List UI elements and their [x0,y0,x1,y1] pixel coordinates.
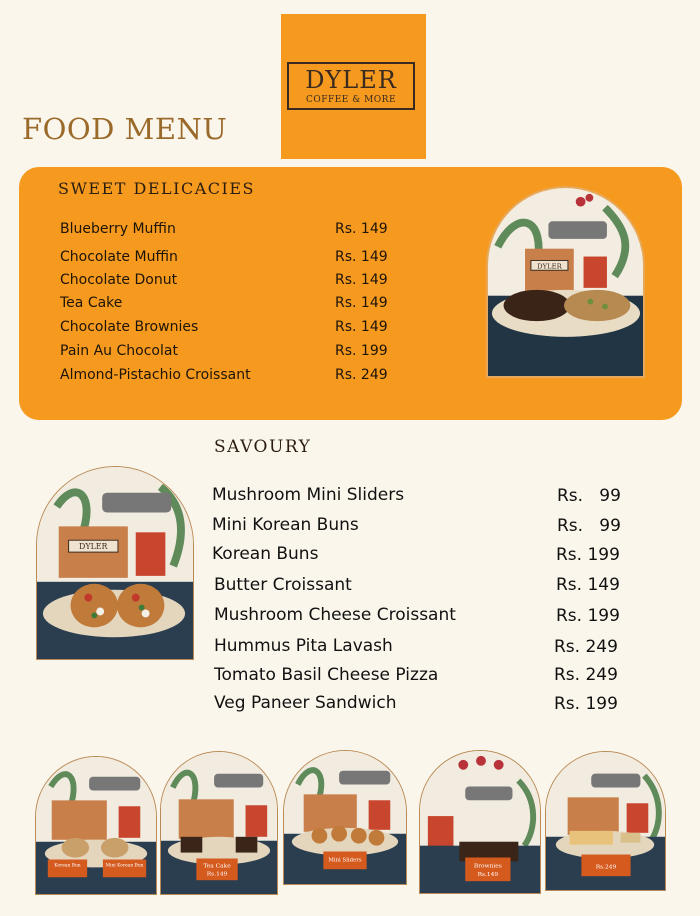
menu-item-name: Tomato Basil Cheese Pizza [214,665,439,685]
menu-item-name: Hummus Pita Lavash [214,636,393,656]
menu-item-price: Rs. 249 [554,665,618,685]
tag-label: Korean Bun [54,863,81,869]
tag-label: Tea Cake [203,863,231,870]
menu-item-name: Butter Croissant [214,575,352,595]
brownies-photo [419,750,541,894]
box-label: DYLER [537,262,562,271]
sweet-heading: SWEET DELICACIES [58,179,255,198]
tea-cake-photo [160,751,278,895]
page-title: FOOD MENU [22,112,228,146]
tag-label: Mini Sliders [328,857,362,864]
menu-item-name: Mini Korean Buns [212,515,359,535]
menu-item-name: Korean Buns [212,544,319,564]
menu-item-name: Mushroom Cheese Croissant [214,605,456,625]
box-label: DYLER [79,542,108,552]
menu-item-name: Chocolate Donut [60,272,178,288]
menu-item-price: Rs. 149 [335,319,388,335]
menu-item-name: Almond-Pistachio Croissant [60,367,251,383]
menu-item-price: Rs. 149 [556,575,620,595]
menu-item-price: Rs. 99 [557,516,621,536]
sandwich-photo [545,751,666,891]
mini-sliders-photo [283,750,407,885]
savoury-heading: SAVOURY [214,437,312,457]
menu-item-name: Veg Paneer Sandwich [214,693,397,713]
menu-item-price: Rs. 149 [335,295,388,311]
tag-label: Brownies [473,863,502,870]
menu-item-price: Rs. 149 [335,272,388,288]
logo-name: DYLER [305,66,397,94]
logo-frame [287,62,415,110]
menu-item-name: Mushroom Mini Sliders [212,485,405,505]
menu-item-price: Rs. 99 [557,486,621,506]
tag-label: Mini Korean Bun [105,863,144,869]
menu-item-name: Tea Cake [60,295,123,311]
menu-item-price: Rs. 249 [554,637,618,657]
menu-item-price: Rs. 199 [556,606,620,626]
korean-buns-photo [35,756,157,895]
menu-item-price: Rs. 199 [335,343,388,359]
menu-item-price: Rs. 149 [335,249,388,265]
menu-item-price: Rs. 149 [335,221,388,237]
menu-item-price: Rs. 199 [554,694,618,714]
menu-item-name: Chocolate Brownies [60,319,199,335]
menu-item-name: Blueberry Muffin [60,221,176,237]
sweet-croissant-photo [486,186,645,378]
brand-logo [281,14,426,159]
logo-tagline: COFFEE & MORE [305,95,397,105]
savoury-pizza-photo [36,466,194,660]
tag-price: Rs.149 [206,871,228,878]
menu-item-name: Chocolate Muffin [60,249,178,265]
tag-price: Rs.149 [477,872,499,879]
menu-item-name: Pain Au Chocolat [60,343,178,359]
tag-price: Rs.249 [595,864,617,871]
menu-item-price: Rs. 199 [556,545,620,565]
menu-item-price: Rs. 249 [335,367,388,383]
